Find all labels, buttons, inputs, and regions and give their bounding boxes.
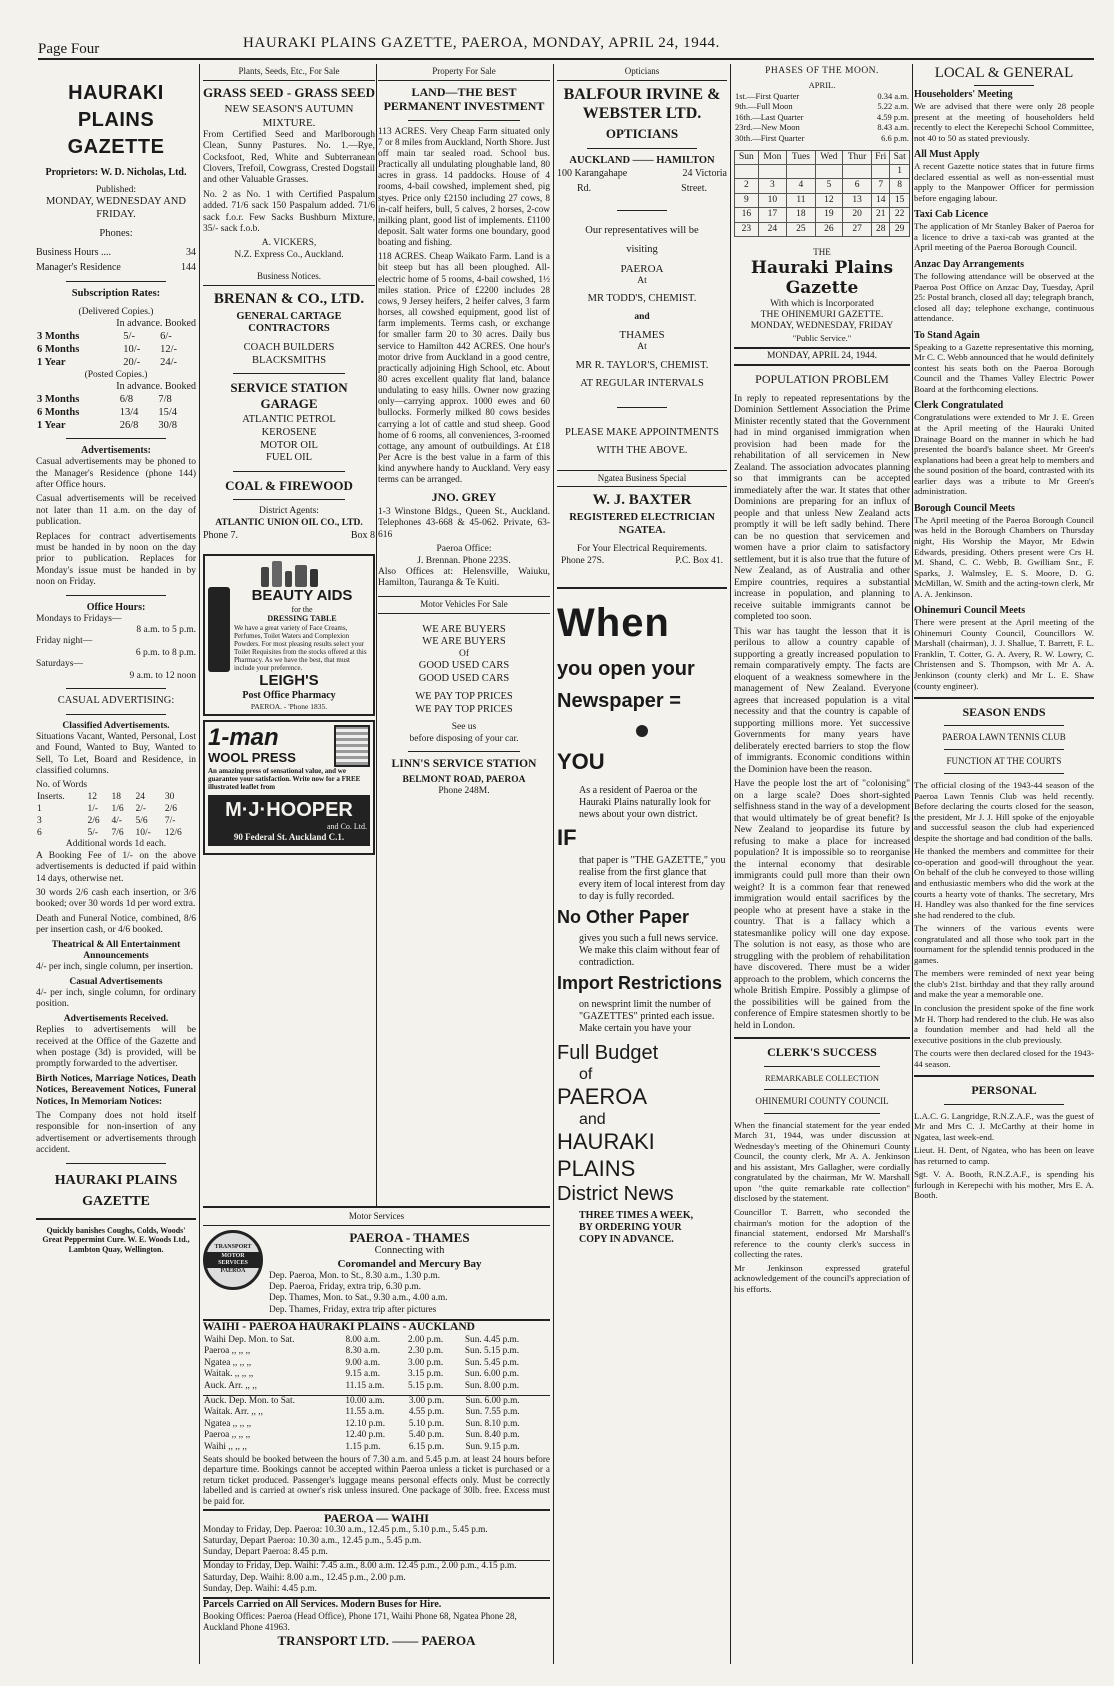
- service-time: Dep. Thames, Friday, extra trip after pictures: [269, 1304, 437, 1315]
- wool-text: An amazing press of sensational value, and we guarantee your satisfaction. Write now for a FREE illustrated leaflet from: [208, 767, 361, 792]
- local-item: All Must Apply A recent Gazette notice states that in future firms declared essential as well as non-essential must apply to the Manpower Officer for permission before engaging labour.: [914, 149, 1094, 203]
- bullet-icon: [636, 725, 648, 737]
- address-row: 100 Karangahape 24 Victoria: [557, 168, 727, 180]
- promo-gives: gives you such a full news service. We make this claim without fear of contradiction.: [579, 933, 720, 969]
- electrical-requirements: For Your Electrical Requirements.: [576, 543, 708, 554]
- leighs-advert: [203, 554, 375, 716]
- theatrical-rate: 4/- per inch, single column, per insertion.: [36, 962, 193, 973]
- promo-you: YOU: [557, 748, 605, 774]
- paeroa-thames: PAEROA - THAMES: [349, 1229, 470, 1245]
- column-rule: [199, 64, 200, 1664]
- ohinemuri-gazette: THE OHINEMURI GAZETTE.: [760, 310, 884, 321]
- promo-hauraki: HAURAKI: [557, 1129, 655, 1155]
- clerk-subhead: REMARKABLE COLLECTION: [764, 1072, 880, 1083]
- and: and: [634, 311, 650, 322]
- casual-adv-rate: 4/- per inch, single column, for ordinary position.: [36, 988, 196, 1010]
- local-item: Householders' Meeting We are advised that there were only 28 people present at the meeting of householders held recently to elect the Kerepechi School Committee, not 40 to 50 as stated previously.: [914, 89, 1094, 143]
- moon-month: APRIL.: [808, 80, 836, 91]
- footer-title: HAURAKI PLAINS GAZETTE: [54, 1172, 178, 1209]
- editorial-date: MONDAY, APRIL 24, 1944.: [767, 350, 877, 361]
- local-item: Clerk Congratulated Congratulations were extended to Mr J. E. Green at the April meeting of the Hauraki United Drainage Board on the manner in which he had presented the board's balance sheet. Mr Green's explanations had been a great help to members and the sound position of the board, contrasted with its earlier days was a tribute to Mr Green's administration.: [914, 400, 1094, 497]
- promo-newsprint: on newsprint limit the number of "GAZETTES" printed each issue. Make certain you have your: [579, 998, 715, 1034]
- manager-phone: Manager's Residence 144: [36, 261, 196, 273]
- service-line: KEROSENE: [261, 427, 317, 439]
- section-property: Property For Sale: [378, 64, 550, 81]
- promo-three: THREE TIMES A WEEK,: [579, 1210, 694, 1222]
- promo-newspaper: Newspaper =: [557, 689, 681, 712]
- column-rule: [912, 64, 913, 1664]
- land-heading: LAND—THE BEST PERMANENT INVESTMENT: [383, 84, 545, 114]
- personal-item: L.A.C. G. Langridge, R.N.Z.A.F., was the guest of Mr and Mrs C. J. McCarthy at their home in Ngatea, last week-end.: [914, 1110, 1094, 1142]
- season-paragraph: He thanked the members and committee for their co-operation and good-will throughout the year. On behalf of the club he conveyed to those willing and enthusiastic members who did the work at the courts a hearty vote of thanks. The secretary, Mrs H. Handley was also thanked for the fine services she had rendered to the club.: [914, 846, 1094, 920]
- linn-address: BELMONT ROAD, PAEROA: [402, 775, 526, 786]
- at: At: [637, 342, 647, 353]
- local-item: To Stand Again Speaking to a Gazette representative this morning, Mr C. C. Webb announced that he would definitely contest his seats both on the Paeroa Borough Council and the Thames Valley Electric Power Board at the forthcoming elections.: [914, 329, 1094, 394]
- words-header: No. of Words: [36, 780, 88, 791]
- motor-services: [203, 1206, 550, 1664]
- at: At: [637, 275, 647, 286]
- section-motor-services: Motor Services: [203, 1209, 550, 1226]
- promo-district: District News: [557, 1183, 674, 1206]
- hours-label: Mondays to Fridays—: [36, 613, 122, 624]
- adv-paragraph: Casual advertisements may be phoned to the Manager's Residence (phone 144) after Office hours.: [36, 457, 196, 491]
- service-time: Dep. Paeroa, Mon. to St., 8.30 a.m., 1.30 p.m.: [269, 1271, 440, 1282]
- one-man-logo: 1-man: [208, 724, 279, 752]
- additional-words: Additional words 1d each.: [65, 839, 167, 850]
- beauty-line: for the: [291, 604, 313, 614]
- birth-notices: Birth Notices, Marriage Notices, Death Notices, Bereavement Notices, Funeral Notices, In Memoriam Notices:: [36, 1073, 196, 1107]
- other-offices: Also Offices at: Helensville, Waiuku, Hamilton, Tauranga & Te Kuiti.: [378, 566, 550, 589]
- grass-seed-heading: GRASS SEED - GRASS SEED: [203, 84, 375, 100]
- season-paragraph: The members were reminded of next year being the club's 21st. birthday and that they rally around and make the year a memorable one.: [914, 968, 1094, 1000]
- post-office-pharmacy: Post Office Pharmacy: [242, 690, 336, 702]
- press-illustration: [334, 725, 370, 767]
- pay-line: WE PAY TOP PRICES: [415, 703, 513, 715]
- baxter-name: W. J. BAXTER: [592, 492, 692, 509]
- wp-time: Monday to Friday, Dep. Waihi: 7.45 a.m., 8.00 a.m. 12.45 p.m., 2.00 p.m., 4.15 p.m.: [203, 1561, 517, 1572]
- section-plants-seeds: Plants, Seeds, Etc., For Sale: [203, 64, 375, 81]
- beauty-aids: BEAUTY AIDS: [251, 586, 353, 604]
- beauty-text: We have a great variety of Face Creams, Perfumes, Toilet Waters and Complexion Powders. For most pleasing results select your Toilet Requisites from the stocks offered at this Pharmacy. As we have the best, that must include your preference.: [234, 623, 367, 673]
- hours-value: 9 a.m. to 12 noon: [129, 670, 196, 681]
- adv-paragraph: Replaces for contract advertisements must be handed in by noon on the day prior to publication. Replaces for Monday's issue must be handed in by noon on Friday.: [36, 531, 196, 588]
- company-disclaimer: The Company does not hold itself responsible for non-insertion of any advertisement or advertisements through accident.: [36, 1110, 196, 1156]
- booking-fee: A Booking Fee of 1/- on the above advertisements is deducted if paid within 14 days, otherwise net.: [36, 850, 196, 884]
- grass-seed-text: No. 2 as No. 1 with Certified Paspalum added. 71/6 sack 150 Paspalum added. 71/6 sack f.o.r. Few Sacks Bushburn Mixture, 35/- sack f.o.b.: [203, 189, 375, 234]
- service-line: MOTOR OIL: [260, 439, 318, 451]
- grass-seed-text: From Certified Seed and Marlborough Clean, Sunny Pastures. No. 1.—Rye, Cocksfoot, Red, White and Subterranean Clovers, Trefoil, Cowgrass, Crested Dogstail and other Valuable Grasses.: [203, 129, 375, 186]
- service-line: ATLANTIC PETROL: [242, 414, 336, 426]
- representatives: Our representatives will be: [585, 225, 699, 237]
- casual-heading: CASUAL ADVERTISING:: [57, 694, 175, 706]
- season-paragraph: The courts were then declared closed for the 1943-44 season.: [914, 1048, 1094, 1069]
- of-line: Of: [458, 648, 470, 659]
- coal-heading: COAL & FIREWOOD: [225, 477, 353, 493]
- taylor-chemist: MR R. TAYLOR'S, CHEMIST.: [575, 359, 709, 371]
- season-mixture: NEW SEASON'S AUTUMN MIXTURE.: [224, 103, 354, 129]
- brenan-line: GENERAL CARTAGE CONTRACTORS: [236, 310, 342, 335]
- promo-and: and: [579, 1111, 606, 1129]
- pay-line: WE PAY TOP PRICES: [415, 691, 513, 703]
- local-general-heading: LOCAL & GENERAL: [934, 65, 1074, 81]
- waihi-paeroa-heading: WAIHI - PAEROA HAURAKI PLAINS - AUCKLAND: [203, 1319, 550, 1335]
- office-hours-heading: Office Hours:: [86, 601, 146, 613]
- posted-rates: 3 Months 6/8 7/8 6 Months 13/4 15/4 1 Year 26/8 30/8: [37, 393, 178, 432]
- service-line: FUEL OIL: [266, 452, 312, 464]
- personal-item: Lieut. H. Dent, of Ngatea, who has been on leave has returned to camp.: [914, 1145, 1094, 1166]
- wp-time: Saturday, Dep. Waihi: 8.00 a.m., 12.45 p.m., 2.00 p.m.: [203, 1572, 406, 1583]
- posted-label: (Posted Copies.): [84, 369, 148, 380]
- the: THE: [813, 247, 831, 258]
- column-rule: [553, 64, 554, 1664]
- promo-import: Import Restrictions: [557, 973, 723, 994]
- leighs-name: LEIGH'S: [259, 672, 319, 690]
- timetable-return: Auck. Dep. Mon. to Sat. 10.00 a.m. 3.00 p.m. Sun. 6.00 p.m. Waitak. Arr. ,, ,, 11.55 a.m. 4.55 p.m. Sun. 7.55 p.m. Ngatea ,, ,, ,, 12.10 p.m. 5.10 p.m. Sun. 8.10 p.m. Paeroa ,, ,, ,, 12.40 p.m. 5.40 p.m. Sun. 8.40 p.m. Waihi ,, ,, ,, 1.15 p.m. 6.15 p.m. Sun. 9.15 p.m.: [203, 1395, 550, 1454]
- wp-time: Sunday, Dep. Waihi: 4.45 p.m.: [203, 1583, 317, 1594]
- column-editorial: [734, 64, 910, 1664]
- paeroa-waihi-heading: PAEROA — WAIHI: [203, 1509, 550, 1525]
- visit-paeroa: PAEROA: [620, 262, 664, 275]
- incorporated: With which is Incorporated: [770, 298, 874, 309]
- delivered-label: (Delivered Copies.): [78, 306, 154, 317]
- booking-conditions: Seats should be booked between the hours of 7.30 a.m. and 5.45 p.m. at least 24 hours before departure time. Bookings cannot be accepted within Paeroa unless a ticket is purchased or a return ticket produced. Passenger's luggage means personal effects only. Must be correctly labelled and is carried at owner's risk unless insured. One package of 30lb. free. Excess must be paid for.: [203, 1453, 550, 1506]
- season-paragraph: The official closing of the 1943-44 season of the Paeroa Lawn Tennis Club was held recently. Before declaring the courts closed for the season, the president, Mr J. J. Hill spoke of the enjoyable and successful season the club had experienced despite the shortage and bad condition of the balls.: [914, 780, 1094, 843]
- pw-time: Sunday, Depart Paeroa: 8.45 p.m.: [203, 1547, 328, 1558]
- moon-phases: 1st.—First Quarter 0.34 a.m. 9th.—Full Moon 5.22 a.m. 16th.—Last Quarter 4.59 p.m. 23rd.—New Moon 8.43 a.m. 30th.—First Quarter 6.6 p.m.: [735, 90, 909, 144]
- column-publication-info: [36, 64, 196, 1664]
- auckland-hamilton: AUCKLAND —— HAMILTON: [569, 154, 715, 166]
- clerk-paragraph: When the financial statement for the year ended March 31, 1944, was under discussion at Wednesday's meeting of the Ohinemuri County Council, the county clerk, Mr A. A. Jenkinson and his assistant, Mrs Gallagher, were cordially congratulated by the chairman, Mr W. Marshall upon "the quite remarkable rate collection" disclosed by the statement.: [734, 1119, 910, 1204]
- timetable-outbound: Waihi Dep. Mon. to Sat. 8.00 a.m. 2.00 p.m. Sun. 4.45 p.m. Paeroa ,, ,, ,, 8.30 a.m. 2.30 p.m. Sun. 5.15 p.m. Ngatea ,, ,, ,, 9.00 a.m. 3.00 p.m. Sun. 5.45 p.m. Waitak. ,, ,, ,, 9.15 a.m. 3.15 p.m. Sun. 6.00 p.m. Auck. Arr. ,, ,, 11.15 a.m. 5.15 p.m. Sun. 8.00 p.m.: [204, 1334, 520, 1392]
- clerk-heading: CLERK'S SUCCESS: [767, 1045, 877, 1060]
- bottles-illustration: [208, 559, 370, 587]
- column-rule: [376, 64, 377, 1206]
- visit-thames: THAMES: [619, 329, 665, 342]
- grey-name: JNO. GREY: [431, 489, 497, 504]
- transport-logo: TRANSPORT MOTOR SERVICES PAEROA: [203, 1230, 263, 1290]
- cars-line: GOOD USED CARS: [418, 672, 510, 684]
- gazette-title: HAURAKI PLAINS GAZETTE: [67, 82, 165, 158]
- brenan-heading: BRENAN & CO., LTD.: [213, 290, 365, 307]
- buyers-line: WE ARE BUYERS: [422, 623, 506, 635]
- promo-if: IF: [557, 825, 577, 851]
- hooper-address: 90 Federal St. Auckland C.1.: [233, 831, 345, 842]
- page-number: Page Four: [38, 41, 100, 57]
- hooper-co: and Co. Ltd.: [327, 822, 367, 832]
- promo-ordering: BY ORDERING YOUR: [579, 1222, 682, 1234]
- column-opticians: [557, 64, 727, 1664]
- booking-offices: Booking Offices: Paeroa (Head Office), Phone 171, Waihi Phone 68, Ngatea Phone 28, Auckland Phone 41963.: [203, 1610, 517, 1632]
- lawn-tennis: PAEROA LAWN TENNIS CLUB: [942, 732, 1066, 743]
- wool-press: WOOL PRESS: [208, 750, 296, 766]
- personal-item: Sgt. V. A. Booth, R.N.Z.A.F., is spending his furlough in Kerepechi with his mother, Mrs E. A. Booth.: [914, 1169, 1094, 1201]
- column-property: [378, 64, 550, 1206]
- intervals: AT REGULAR INTERVALS: [580, 378, 704, 390]
- adv-paragraph: Casual advertisements will be received not later than 11 a.m. on the day of publication.: [36, 494, 196, 528]
- service-time: Dep. Thames, Mon. to Sat., 9.30 a.m., 4.00 a.m.: [269, 1293, 448, 1304]
- pharmacy-phone: PAEROA. - 'Phone 1835.: [250, 702, 328, 712]
- masthead: [38, 28, 1094, 60]
- proprietors: Proprietors: W. D. Nicholas, Ltd.: [45, 167, 187, 178]
- thirty-words: 30 words 2/6 cash each insertion, or 3/6 booked; over 30 words 1d per word extra.: [36, 887, 196, 910]
- service-time: Dep. Paeroa, Friday, extra trip, 6.30 p.m.: [269, 1282, 421, 1293]
- see-us: See us: [451, 722, 477, 733]
- promo-of: of: [579, 1065, 593, 1083]
- pw-time: Saturday, Depart Paeroa: 10.30 a.m., 12.45 p.m., 5.45 p.m.: [203, 1536, 422, 1547]
- brenan-line: COACH BUILDERS: [243, 342, 335, 354]
- publication-days: MONDAY, WEDNESDAY AND FRIDAY.: [46, 196, 186, 220]
- transport-ltd: TRANSPORT LTD. —— PAEROA: [277, 1632, 476, 1648]
- promo-paper: that paper is "THE GAZETTE," you realise from the first glance that every item of local interest from day to day is fully recorded.: [579, 855, 726, 903]
- column-seeds-business: [203, 64, 375, 1206]
- opticians-title: OPTICIANS: [605, 126, 679, 142]
- published-label: Published:: [95, 185, 137, 195]
- clerk-paragraph: Councillor T. Barrett, who seconded the chairman's motion for the adoption of the financial statement, endorsed Mr Marshall's reference to the county clerk's success in collecting the rates.: [734, 1207, 910, 1260]
- hours-value: 8 a.m. to 5 p.m.: [136, 624, 196, 635]
- promo-copy: COPY IN ADVANCE.: [579, 1234, 674, 1246]
- grey-address: 1-3 Winstone Bldgs., Queen St., Auckland. Telephones 43-668 & 45-062. Private, 63-616: [378, 506, 550, 540]
- local-item: Borough Council Meets The April meeting of the Paeroa Borough Council was held in the Borough Chambers on Thursday night, His Worship the Mayor, Mr Edwin Edwards, presiding. Others present were Crs H. M. Shand, C. C. Webb, B. Gwilliam Snr., F. Sparks, J. Walmsley, E. S. Moore, D. G. McMillan, W. Smith and the acting-town clerk, Mr A. A. Jenkinson.: [914, 502, 1094, 599]
- words-table: Inserts. 12 18 24 30 1 1/- 1/6 2/- 2/6 3 2/6 4/- 5/6 7/- 6 5/- 7/6 10/- 12/6: [37, 791, 182, 838]
- promo-when: When: [557, 600, 670, 645]
- linn-heading: LINN'S SERVICE STATION: [391, 758, 537, 771]
- promo-plains: PLAINS: [557, 1155, 636, 1181]
- beauty-line: DRESSING TABLE: [267, 614, 337, 624]
- subscription-heading: Subscription Rates:: [71, 288, 161, 300]
- gazette-masthead: Hauraki Plains Gazette: [750, 257, 894, 299]
- balfour-heading: BALFOUR IRVINE & WEBSTER LTD.: [563, 85, 721, 122]
- local-item: Anzac Day Arrangements The following attendance will be observed at the Paeroa Post Office on Anzac Day, Tuesday, April 25: Postal branch, closed all day; telegraph branch, closed all day; telephone exchange, continuous attendance.: [914, 259, 1094, 324]
- promo-full: Full Budget: [557, 1041, 659, 1064]
- property-listing: 113 ACRES. Very Cheap Farm situated only 7 or 8 miles from Auckland, North Shore. Just off main tar sealed road. School bus. Practically all undulating ploughable land, 80 acres in grass. 14 paddocks. House of 4 rooms, 4-bail cowshed, implement shed, pig styes. Price only £2150 including 27 cows, 8 in-calf heifers, bull, 5 calves, 2 horses, 2-cow milking plant, good list of implements. £1100 deposit. Salt water forms one boundary, good boating and fishing.: [378, 126, 550, 249]
- promo-no-other: No Other Paper: [557, 907, 690, 928]
- connecting: Connecting with: [374, 1245, 445, 1257]
- local-item: Ohinemuri Council Meets There were present at the April meeting of the Ohinemuri County Council, Councillors W. Marshall (chairman), J. J. Shallue, T. Barrett, F. L. Franklin, T. Cotter, G. A. Avery, R. W. Lowry, C. Christensen and S. Thompson, with Mr A. A. Jenkinson (county clerk) and Mr L. E. Shaw (county engineer).: [914, 605, 1094, 691]
- adv-received-text: Replies to advertisements will be received at the Office of the Gazette and when postage (3d) is provided, will be promptly forwarded to the advertiser.: [36, 1025, 196, 1070]
- service-station-heading: SERVICE STATION GARAGE: [230, 380, 348, 411]
- property-listing: 118 ACRES. Cheap Waikato Farm. Land is a bit steep but has all been ploughed. All-electric home of 5 rooms, 4-bail cowshed, 1½ miles station. Price of £2200 includes 28 cows, 9 Jersey heifers, 2 heifer calves, 3 farm horses, all cowshed equipment, good list of farm implements. Terms cash, or exchange for smaller farm 20 to 30 acres. Daily bus service to Hamilton 442 ACRES. One hour's motor drive from Auckland in a good centre, practically adjoining High School, etc. About 80 acres excellent quality flat land, balance undulating to easy hills. Owner now grazing only—carrying approx. 1000 ewes and 60 bullocks. Formerly milked 80 cows besides carrying a lot of cattle and stud sheep. Good home of 6 rooms, all conveniences, 3-roomed cottage, any amount of outbuildings. At £18 Per Acre is the best value in a farm of this kind anywhere handy to Auckland. Very easy terms can be arranged.: [378, 252, 550, 486]
- population-heading: POPULATION PROBLEM: [755, 372, 889, 387]
- section-opticians: Opticians: [557, 64, 727, 81]
- baxter-contact: Phone 27S. P.C. Box 41.: [561, 555, 723, 566]
- pw-time: Monday to Friday, Dep. Paeroa: 10.30 a.m., 12.45 p.m., 5.10 p.m., 5.45 p.m.: [203, 1524, 488, 1535]
- moon-heading: PHASES OF THE MOON.: [765, 66, 879, 76]
- vickers-name: A. VICKERS,: [261, 238, 317, 249]
- clerk-council: OHINEMURI COUNTY COUNCIL: [755, 1095, 889, 1106]
- column-local-general: [914, 64, 1094, 1664]
- hours-value: 6 p.m. to 8 p.m.: [135, 647, 196, 658]
- registered-electrician: REGISTERED ELECTRICIAN NGATEA.: [569, 512, 715, 536]
- cars-line: GOOD USED CARS: [418, 660, 510, 672]
- brennan-phone: J. Brennan. Phone 223S.: [417, 555, 511, 566]
- clerk-paragraph: Mr Jenkinson expressed grateful acknowledgement of the council's appreciation of his efforts.: [734, 1262, 910, 1294]
- promo-open: you open your: [557, 657, 695, 680]
- hours-label: Saturdays—: [36, 659, 83, 670]
- delivered-rates: 3 Months 5/- 6/- 6 Months 10/- 12/- 1 Year 20/- 24/-: [37, 331, 178, 369]
- make-appointments: PLEASE MAKE APPOINTMENTS WITH THE ABOVE.: [564, 426, 719, 456]
- phones-label: Phones:: [99, 227, 133, 239]
- death-notice-rate: Death and Funeral Notice, combined, 8/6 per insertion cash, or 4/6 booked.: [36, 913, 196, 936]
- visiting: visiting: [626, 243, 658, 255]
- adverts-heading: Advertisements:: [81, 445, 151, 457]
- editorial-paragraph: In reply to repeated representations by the Dominion Settlement Association the Prime Minister recently stated that the Government had in mind organised immigration when provision had been made for the rehabilitation of all servicemen in New Zealand. The association advocates planning so that immigrants can be accepted immediately after the war. It states that other Dominions are preparing for an influx of people and that unless New Zealand acts promptly it will be left sadly behind. There can be no question that servicemen and women have a prior claim to satisfactory settlement, but it is also true that the future of New Zealand, as of Australia and other Empire countries, requires a substantial increase in population, and planning to receive suitable immigrants cannot be completed too soon.: [734, 392, 910, 623]
- business-phone: Business Hours .... 34: [36, 247, 196, 259]
- classified-text: Situations Vacant, Wanted, Personal, Lost and Found, Wanted to Buy, Wanted to Sell, To Let, Board and Residence, in classified columns.: [36, 731, 196, 777]
- phone-box: Phone 7. Box 8: [203, 530, 375, 542]
- linn-phone: Phone 248M.: [438, 786, 490, 797]
- season-paragraph: In conclusion the president spoke of the fine work Mr H. Thorp had rendered to the club. He was also a foundation member and had held all the executive positions in the club previously.: [914, 1002, 1094, 1045]
- personal-heading: PERSONAL: [971, 1083, 1037, 1098]
- adv-received-heading: Advertisements Received.: [63, 1013, 169, 1024]
- season-ends-heading: SEASON ENDS: [962, 705, 1046, 720]
- buyers-line: WE ARE BUYERS: [422, 636, 506, 648]
- function-courts: FUNCTION AT THE COURTS: [946, 756, 1062, 767]
- editorial-paragraph: Have the people lost the art of "colonising" on a large scale? Does short-sighted selfishness stand in the way of a development that would ultimately be of great benefit? Is New Zealand to jeopardise its future by refusing to make a place for increased population? It is impossible so to reorganise the internal economy that desirable immigrants could pull more than their own weight? It is a common fear that renewed immigration would entail sacrifices by the people who at present have a stake in the country. That is a fallacy which a statesmanlike policy will one day expose. The solution is not easy, as those who are struggling with the problem of rehabilitation have discovered. There must be a wider approach to the problem, which concerns the whole British Empire. Possibly a glimpse of the possibilities will be gained from the conference of Empire statesmen shortly to be held in London.: [734, 778, 910, 1031]
- theatrical-heading: Theatrical & All Entertainment Announcements: [51, 939, 181, 961]
- hooper-name: M·J·HOOPER: [225, 799, 353, 822]
- casual-adv-heading: Casual Advertisements: [69, 976, 163, 987]
- promo-resident: As a resident of Paeroa or the Hauraki Plains naturally look for news about your own district.: [579, 785, 711, 821]
- publication-days: MONDAY, WEDNESDAY, FRIDAY: [750, 321, 894, 332]
- brenan-line: BLACKSMITHS: [251, 354, 327, 366]
- hooper-advert: [203, 720, 375, 855]
- newspaper-title: HAURAKI PLAINS GAZETTE, PAEROA, MONDAY, APRIL 24, 1944.: [243, 35, 720, 51]
- local-item: Taxi Cab Licence The application of Mr Stanley Baker of Paeroa for a licence to drive a taxi-cab was granted at the April meeting of the Paeroa Borough Council.: [914, 209, 1094, 253]
- section-business-notices: Business Notices.: [203, 269, 375, 286]
- section-motor-vehicles: Motor Vehicles For Sale: [378, 596, 550, 614]
- before-disposing: before disposing of your car.: [409, 733, 519, 744]
- district-agents: District Agents:: [259, 506, 319, 517]
- column-rule: [730, 64, 731, 1664]
- promo-paeroa: PAEROA: [557, 1083, 648, 1109]
- lady-illustration: [208, 587, 230, 672]
- season-paragraph: The winners of the various events were congratulated and all those who took part in the tournament for the splendid tennis produced in the games.: [914, 923, 1094, 965]
- coromandel: Coromandel and Mercury Bay: [337, 1257, 482, 1270]
- vickers-address: N.Z. Express Co., Auckland.: [234, 249, 344, 260]
- address-row: Rd. Street.: [577, 182, 707, 194]
- editorial-paragraph: This war has taught the lesson that it is perilous to allow a country capable of supporting a greatly increased population to remain comparatively empty. The facts are eloquent of a weakness somewhere in the management of New Zealand. Everyone agrees that increased population is a vital necessity and that the country is capable of supporting millions more. Yet successive Governments for many years have deliberately erected barriers to stop the flow of immigrants. Economic conditions within the Dominion have been the reason.: [734, 625, 910, 775]
- parcels-line: Parcels Carried on All Services. Modern Buses for Hire.: [203, 1597, 550, 1611]
- todd-chemist: MR TODD'S, CHEMIST.: [587, 293, 697, 305]
- woods-advert: Quickly banishes Coughs, Colds, Woods' Great Peppermint Cure. W. E. Woods Ltd., Lambton Quay, Wellington.: [42, 1225, 190, 1254]
- hours-label: Friday night—: [36, 636, 93, 647]
- public-service: "Public Service.": [792, 332, 852, 343]
- rate-header: In advance. Booked: [116, 380, 196, 392]
- union-oil: ATLANTIC UNION OIL CO., LTD.: [215, 517, 363, 528]
- rate-header: In advance. Booked: [116, 318, 196, 330]
- paeroa-office: Paeroa Office:: [436, 544, 492, 555]
- classified-heading: Classified Advertisements.: [62, 720, 170, 731]
- section-ngatea: Ngatea Business Special: [557, 470, 727, 488]
- calendar: Sun Mon Tues Wed Thur Fri Sat 1 2 3 4 5 6 7 8 9 10 11 12 13 14 15 16 17 18 19 20 21 22 23 24 25 26 27 28 29: [734, 150, 910, 237]
